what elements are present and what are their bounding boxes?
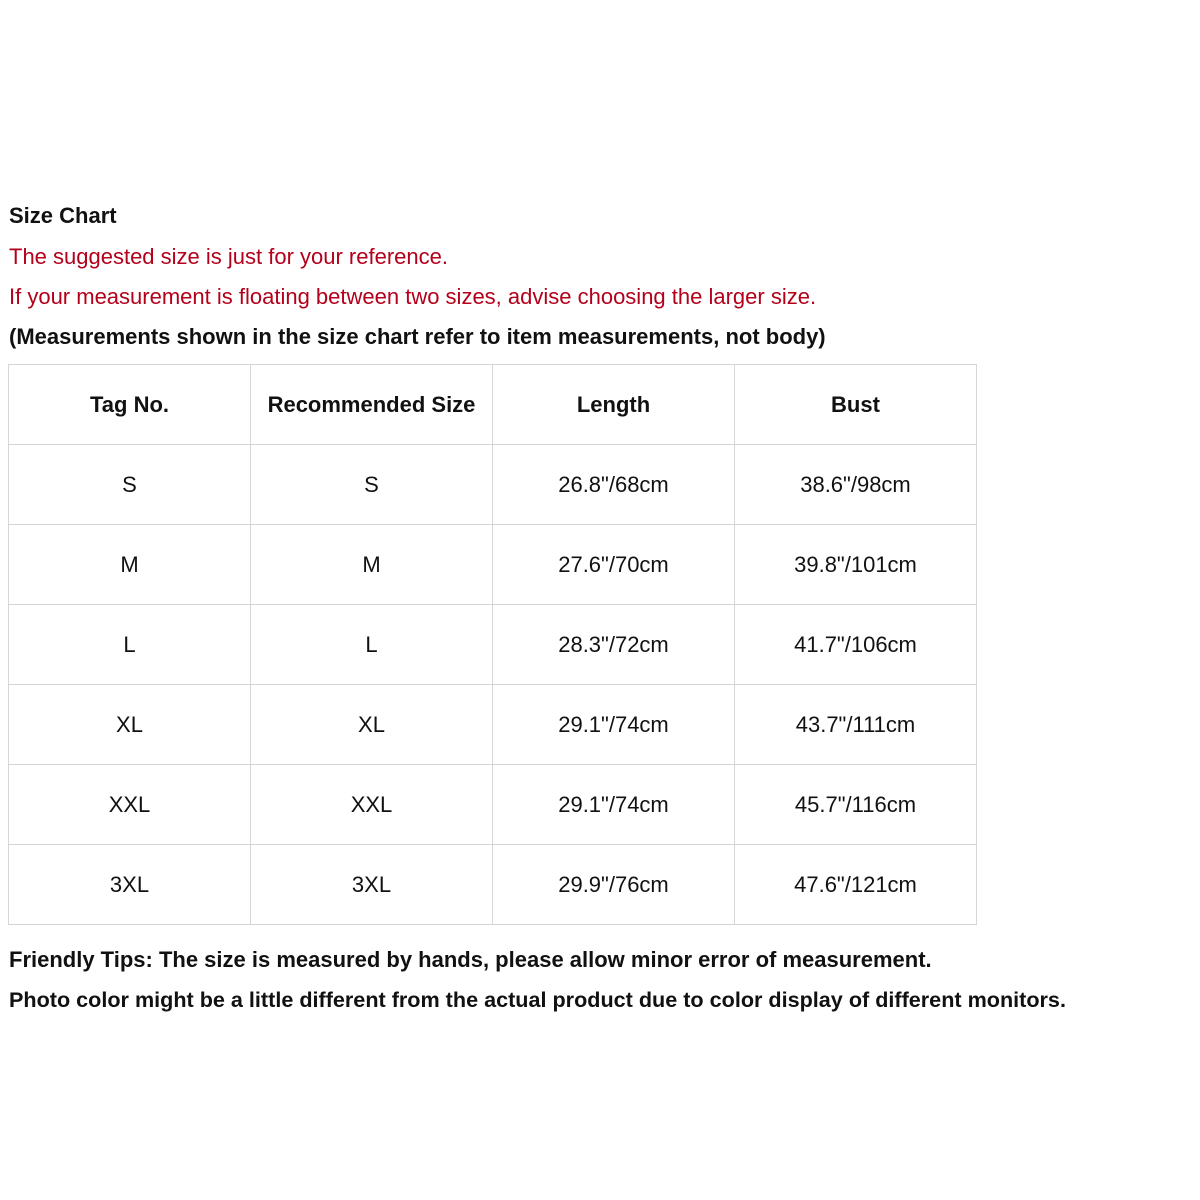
- cell-tag-no: L: [9, 605, 251, 685]
- page-title: Size Chart: [9, 203, 117, 228]
- header-tag-no: Tag No.: [9, 365, 251, 445]
- header-length: Length: [493, 365, 735, 445]
- cell-length: 29.1"/74cm: [493, 765, 735, 845]
- reference-note: The suggested size is just for your reference.: [9, 244, 448, 269]
- advice-note: If your measurement is floating between two sizes, advise choosing the larger size.: [9, 284, 817, 309]
- cell-recommended-size: S: [251, 445, 493, 525]
- cell-tag-no: XL: [9, 685, 251, 765]
- cell-length: 26.8"/68cm: [493, 445, 735, 525]
- cell-bust: 41.7"/106cm: [735, 605, 977, 685]
- cell-length: 27.6"/70cm: [493, 525, 735, 605]
- table-row: [9, 445, 977, 525]
- cell-recommended-size: 3XL: [251, 845, 493, 925]
- cell-tag-no: S: [9, 445, 251, 525]
- cell-recommended-size: XL: [251, 685, 493, 765]
- cell-bust: 39.8"/101cm: [735, 525, 977, 605]
- table-row: [9, 525, 977, 605]
- measurement-note: (Measurements shown in the size chart refer to item measurements, not body): [9, 324, 826, 349]
- header-recommended-size: Recommended Size: [251, 365, 493, 445]
- cell-bust: 47.6"/121cm: [735, 845, 977, 925]
- size-chart-table: [8, 364, 977, 925]
- table-header-row: [9, 365, 977, 445]
- table-row: [9, 605, 977, 685]
- table-row: [9, 685, 977, 765]
- cell-tag-no: M: [9, 525, 251, 605]
- cell-length: 29.1"/74cm: [493, 685, 735, 765]
- cell-length: 28.3"/72cm: [493, 605, 735, 685]
- cell-length: 29.9"/76cm: [493, 845, 735, 925]
- cell-tag-no: XXL: [9, 765, 251, 845]
- friendly-tip: Friendly Tips: The size is measured by hands, please allow minor error of measurement.: [9, 947, 932, 972]
- table-row: [9, 845, 977, 925]
- color-disclaimer: Photo color might be a little different from the actual product due to color display of different monitors.: [9, 987, 1066, 1012]
- table-row: [9, 765, 977, 845]
- cell-bust: 43.7"/111cm: [735, 685, 977, 765]
- cell-recommended-size: L: [251, 605, 493, 685]
- cell-tag-no: 3XL: [9, 845, 251, 925]
- cell-recommended-size: M: [251, 525, 493, 605]
- header-bust: Bust: [735, 365, 977, 445]
- cell-bust: 38.6"/98cm: [735, 445, 977, 525]
- cell-recommended-size: XXL: [251, 765, 493, 845]
- cell-bust: 45.7"/116cm: [735, 765, 977, 845]
